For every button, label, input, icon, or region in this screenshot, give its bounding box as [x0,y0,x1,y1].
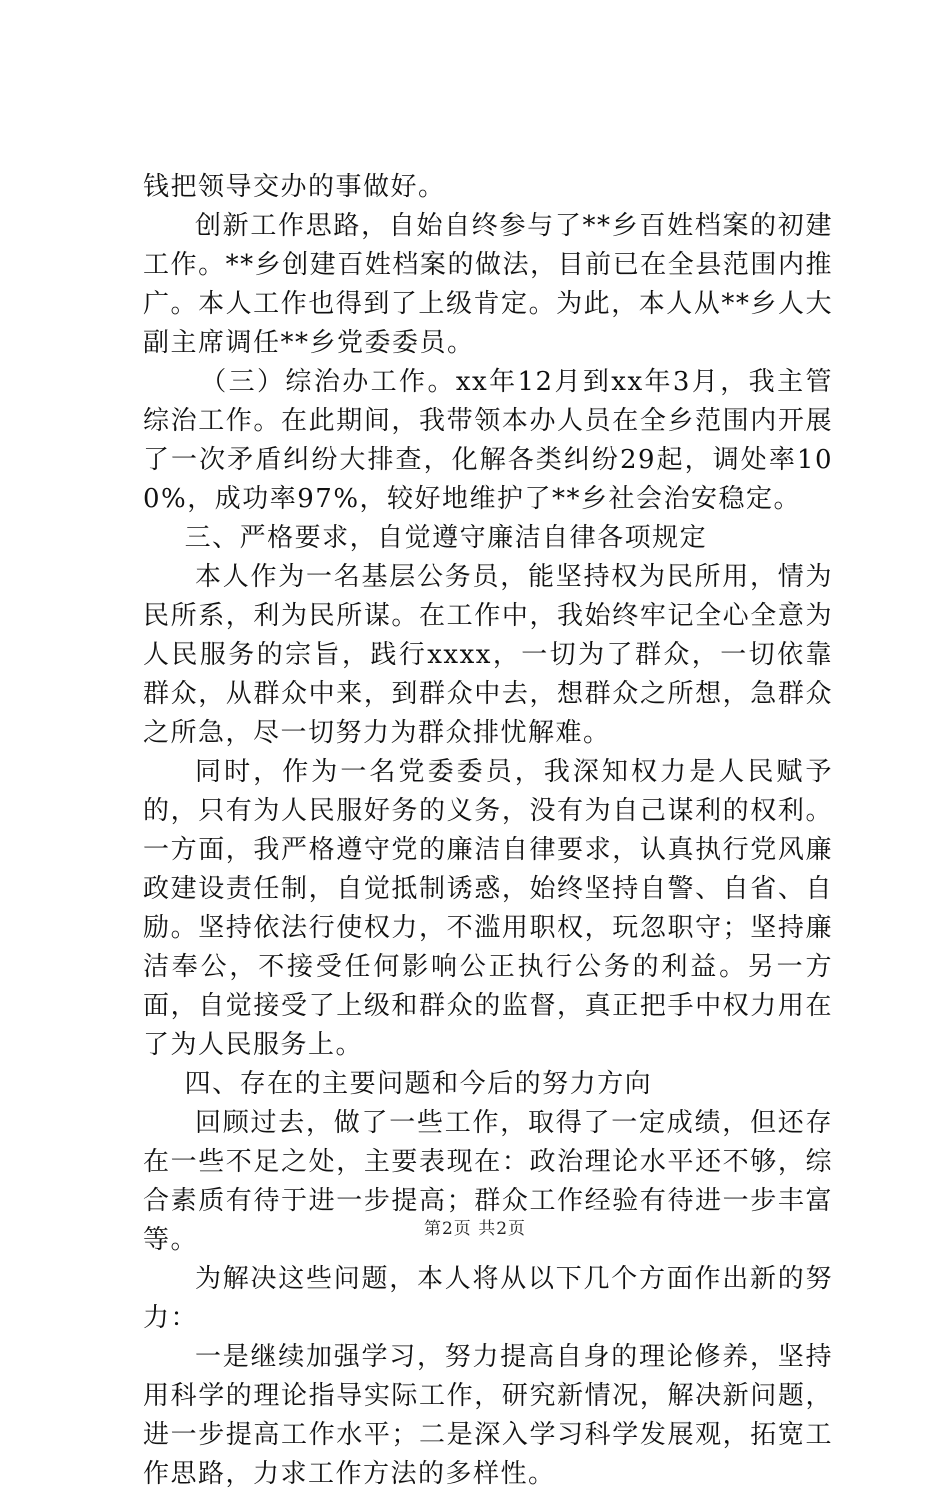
paragraph-continuation: 钱把领导交办的事做好。 [143,172,446,202]
page-number-footer: 第2页 共2页 [423,1219,527,1239]
section-heading-problems: 四、存在的主要问题和今后的努力方向 [184,1069,653,1099]
paragraph-innovation: 创新工作思路，自始自终参与了**乡百姓档案的初建工作。**乡创建百姓档案的做法，目前已在全县范围内推广。本人工作也得到了上级肯定。为此，本人从**乡人大副主席调任**乡党委委员。 [143,211,833,358]
paragraph-party-member: 同时，作为一名党委委员，我深知权力是人民赋予的，只有为人民服好务的义务，没有为自己谋利的权利。一方面，我严格遵守党的廉洁自律要求，认真执行党风廉政建设责任制，自觉抵制诱惑，始终坚持自警、自省、自励。坚持依法行使权力，不滥用职权，玩忽职守；坚持廉洁奉公，不接受任何影响公正执行公务的利益。另一方面，自觉接受了上级和群众的监督，真正把手中权力用在了为人民服务上。 [143,757,833,1060]
paragraph-solution-intro: 为解决这些问题，本人将从以下几个方面作出新的努力： [143,1264,833,1333]
paragraph-review: 回顾过去，做了一些工作，取得了一定成绩，但还存在一些不足之处，主要表现在：政治理论水平还不够，综合素质有待于进一步提高；群众工作经验有待进一步丰富等。 [143,1108,833,1255]
paragraph-efforts: 一是继续加强学习，努力提高自身的理论修养，坚持用科学的理论指导实际工作，研究新情况，解决新问题，进一步提高工作水平；二是深入学习科学发展观，拓宽工作思路，力求工作方法的多样性。 [143,1342,833,1489]
section-heading-discipline: 三、严格要求，自觉遵守廉洁自律各项规定 [184,523,708,553]
paragraph-comprehensive-office: （三）综治办工作。xx年12月到xx年3月，我主管综治工作。在此期间，我带领本办人员在全乡范围内开展了一次矛盾纠纷大排查，化解各类纠纷29起，调处率100%，成功率97%，较好地维护了**乡社会治安稳定。 [143,367,833,514]
document-body [143,168,833,1494]
paragraph-civil-servant: 本人作为一名基层公务员，能坚持权为民所用，情为民所系，利为民所谋。在工作中，我始终牢记全心全意为人民服务的宗旨，践行xxxx，一切为了群众，一切依靠群众，从群众中来，到群众中去，想群众之所想，急群众之所急，尽一切努力为群众排忧解难。 [143,562,833,748]
